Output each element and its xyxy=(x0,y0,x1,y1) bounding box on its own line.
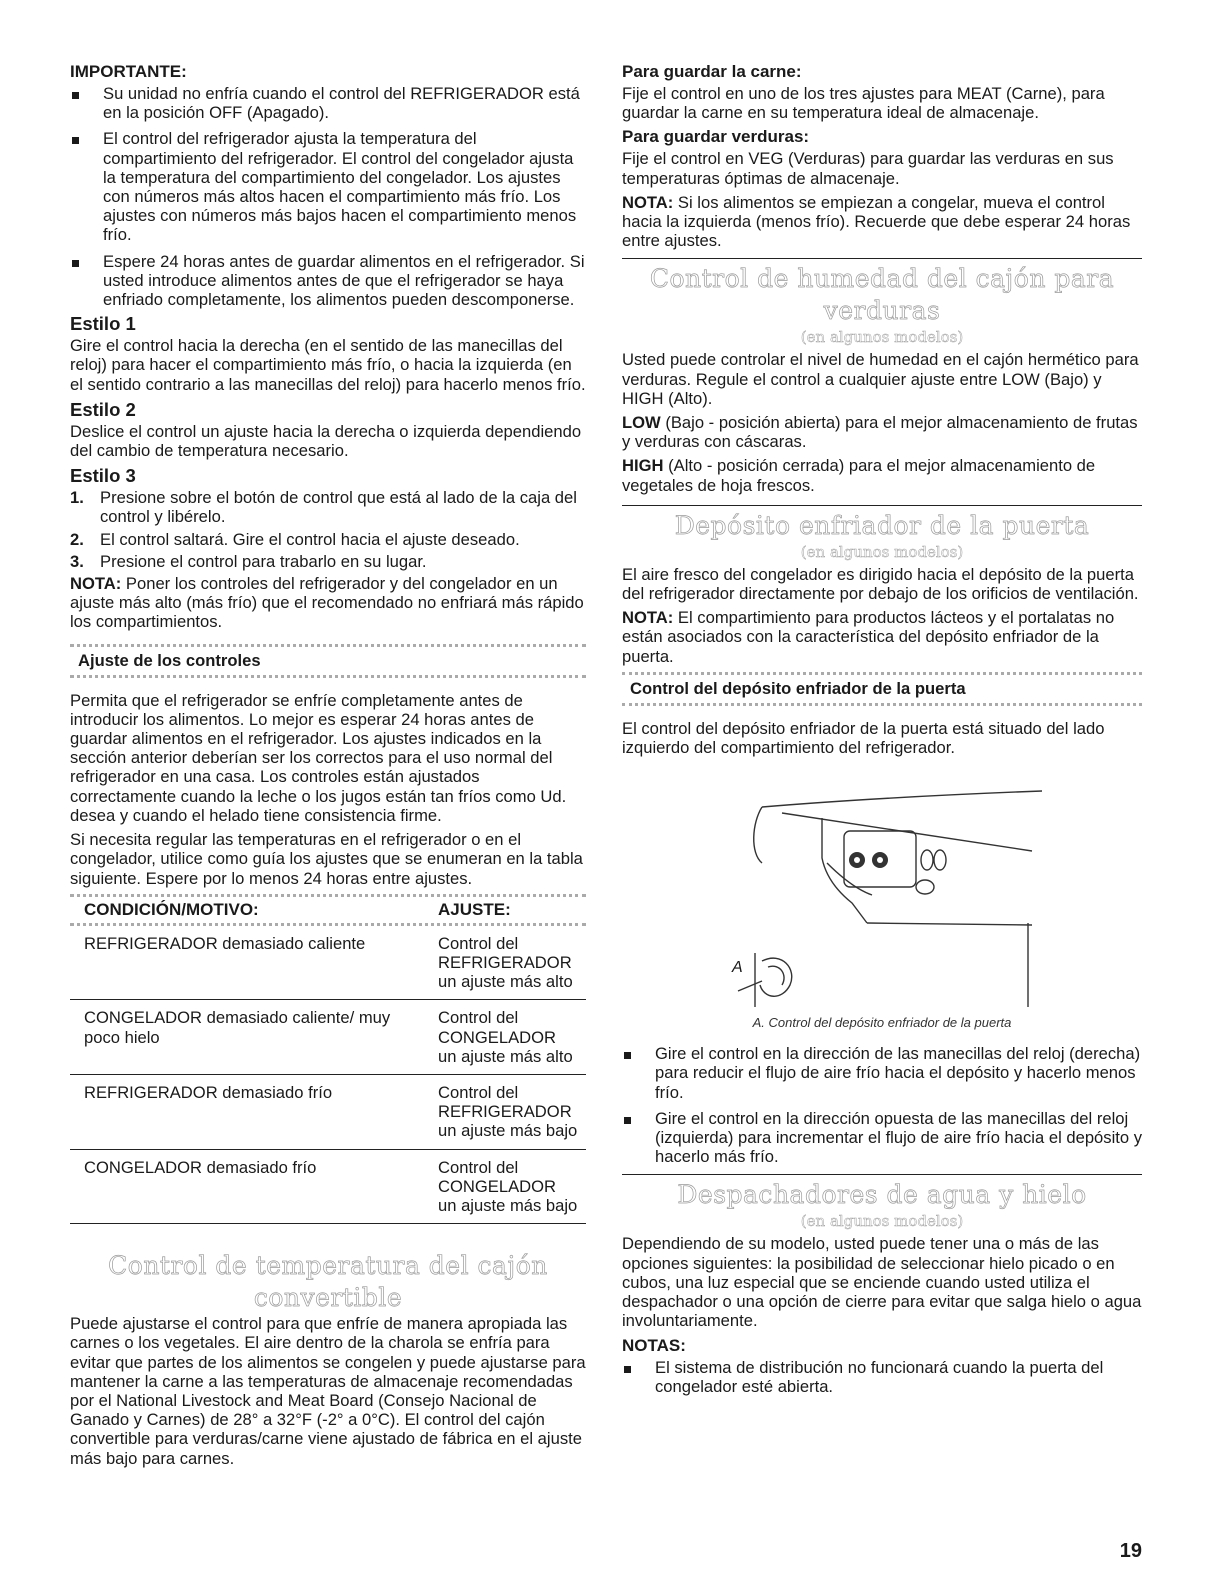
step-number: 1. xyxy=(70,488,84,508)
deposito-paragraph: El aire fresco del congelador es dirigido hacia el depósito de la puerta del refrigerador directamente por debajo de los orificios de ventilación. xyxy=(622,564,1139,604)
table-header-adjustment: AJUSTE: xyxy=(438,899,511,919)
step-text: Presione el control para trabarlo en su lugar. xyxy=(100,551,427,571)
note-text: El compartimiento para productos lácteos y el portalatas no están asociados con la característica del depósito enfriador de la puerta. xyxy=(622,608,1115,666)
table-cell: Control del CONGELADOR un ajuste más alto xyxy=(424,1000,586,1075)
notas-list xyxy=(622,1358,1142,1396)
note-text: Si los alimentos se empiezan a congelar, mueva el control hacia la izquierda (menos frío). Recuerde que debe esperar 24 horas entre ajustes. xyxy=(622,192,1131,251)
humedad-subheading: (en algunos modelos) xyxy=(800,328,964,347)
deposito-section-header xyxy=(622,506,1142,562)
right-column xyxy=(622,62,1142,1403)
dotted-divider xyxy=(622,703,1142,706)
control-deposito-heading: Control del depósito enfriador de la puerta xyxy=(630,678,966,698)
list-item xyxy=(70,552,586,571)
low-label: LOW xyxy=(622,413,661,433)
table-row xyxy=(70,1000,586,1075)
step-number: 2. xyxy=(70,529,84,549)
humedad-paragraph: Usted puede controlar el nivel de humedad en el cajón hermético para verduras. Regule el control a cualquier ajuste entre LOW (Bajo) y HIGH (Alto). xyxy=(622,350,1139,408)
table-cell: Control del REFRIGERADOR un ajuste más alto xyxy=(424,926,586,1000)
table-header-condition: CONDICIÓN/MOTIVO: xyxy=(84,899,259,919)
estilo1-heading: Estilo 1 xyxy=(70,313,136,335)
table-row xyxy=(70,1149,586,1224)
deposito-note xyxy=(622,608,1142,666)
carne-text: Fije el control en uno de los tres ajustes para MEAT (Carne), para guardar la carne en su temperatura ideal de almacenaje. xyxy=(622,84,1105,123)
importante-heading: IMPORTANTE: xyxy=(70,62,187,81)
estilo2-text: Deslice el control un ajuste hacia la derecha o izquierda dependiendo del cambio de temperatura necesario. xyxy=(70,421,582,461)
ajuste-paragraph-1: Permita que el refrigerador se enfríe completamente antes de introducir los alimentos. Lo mejor es esperar 24 horas antes de guardar alimentos en el refrigerador. Los ajustes indicados en la sección anterior deberían ser los correctos para el uso normal del refrigerador en una casa. Los controles están ajustados correctamente cuando la leche o los jugos están tan fríos como Ud. desea y cuando el helado tiene consistencia firme. xyxy=(70,690,567,825)
convertible-heading: Control de temperatura del cajón convertible xyxy=(108,1251,548,1313)
table-cell: CONGELADOR demasiado frío xyxy=(70,1149,424,1224)
convertible-section-header xyxy=(70,1246,586,1314)
conditions-table xyxy=(70,897,586,1224)
ajuste-heading: Ajuste de los controles xyxy=(78,650,261,670)
importante-list xyxy=(70,84,586,309)
note-label: NOTA: xyxy=(622,608,674,628)
table-cell: CONGELADOR demasiado caliente/ muy poco hielo xyxy=(70,1000,424,1075)
list-item: El sistema de distribución no funcionará cuando la puerta del congelador esté abierta. xyxy=(622,1358,1142,1396)
figure-caption: A. Control del depósito enfriador de la puerta xyxy=(752,1015,1012,1031)
figure-label-a: A xyxy=(732,959,743,977)
step-text: El control saltará. Gire el control hacia el ajuste deseado. xyxy=(100,529,520,549)
despachadores-heading: Despachadores de agua y hielo xyxy=(677,1180,1087,1210)
table-cell: REFRIGERADOR demasiado caliente xyxy=(70,926,424,1000)
carne-heading: Para guardar la carne: xyxy=(622,62,802,81)
note-label: NOTA: xyxy=(622,192,674,212)
step-number: 3. xyxy=(70,551,84,571)
estilo3-note xyxy=(70,574,586,632)
humedad-heading: Control de humedad del cajón para verduras xyxy=(649,264,1115,326)
deposito-subheading: (en algunos modelos) xyxy=(800,542,964,561)
low-text: (Bajo - posición abierta) para el mejor almacenamiento de frutas y verduras con cáscaras. xyxy=(622,413,1138,452)
list-item: Espere 24 horas antes de guardar alimentos en el refrigerador. Si usted introduce alimentos antes de que el refrigerador se haya enfriado completamente, los alimentos pueden descomponerse. xyxy=(70,252,586,310)
note-text: Poner los controles del refrigerador y del congelador en un ajuste más alto (más frío) que el recomendado no enfriará más rápido los compartimientos. xyxy=(70,574,584,632)
table-row xyxy=(70,1074,586,1149)
humedad-section-header xyxy=(622,259,1142,347)
notas-heading: NOTAS: xyxy=(622,1335,686,1355)
verduras-heading: Para guardar verduras: xyxy=(622,127,810,147)
despachadores-subheading: (en algunos modelos) xyxy=(800,1212,964,1231)
list-item: Su unidad no enfría cuando el control del REFRIGERADOR está en la posición OFF (Apagado). xyxy=(70,84,586,122)
step-text: Presione sobre el botón de control que está al lado de la caja del control y libérelo. xyxy=(100,488,577,527)
verduras-note xyxy=(622,193,1142,251)
table-cell: REFRIGERADOR demasiado frío xyxy=(70,1074,424,1149)
table-cell: Control del CONGELADOR un ajuste más bajo xyxy=(424,1149,586,1224)
list-item: Gire el control en la dirección de las manecillas del reloj (derecha) para reducir el flujo de aire frío hacia el depósito y hacerlo menos frío. xyxy=(622,1044,1142,1102)
list-item: El control del refrigerador ajusta la temperatura del compartimiento del refrigerador. El control del congelador ajusta la temperatura del compartimiento del congelador. Los ajustes con números más altos hacen el compartimiento más frío. Los ajustes con números más bajos hacen el compartimiento menos frío. xyxy=(70,129,586,244)
control-deposito-list xyxy=(622,1044,1142,1166)
despachadores-section-header xyxy=(622,1175,1142,1231)
estilo3-heading: Estilo 3 xyxy=(70,465,136,487)
high-label: HIGH xyxy=(622,456,664,476)
note-label: NOTA: xyxy=(70,574,122,594)
dotted-divider xyxy=(70,675,586,678)
list-item xyxy=(70,530,586,549)
table-row xyxy=(70,926,586,1000)
list-item: Gire el control en la dirección opuesta de las manecillas del reloj (izquierda) para incrementar el flujo de aire frío hacia el depósito y hacerlo más frío. xyxy=(622,1109,1142,1167)
deposito-heading: Depósito enfriador de la puerta xyxy=(674,510,1090,540)
door-bin-control-figure xyxy=(622,763,1142,1007)
door-bin-control-illustration xyxy=(622,763,1142,1007)
page-number: 19 xyxy=(1119,1540,1142,1562)
control-deposito-text: El control del depósito enfriador de la puerta está situado del lado izquierdo del compartimiento del refrigerador. xyxy=(622,718,1105,758)
humedad-high xyxy=(622,456,1142,494)
estilo2-heading: Estilo 2 xyxy=(70,398,136,420)
left-column xyxy=(70,62,586,1473)
verduras-text: Fije el control en VEG (Verduras) para guardar las verduras en sus temperaturas óptimas de almacenaje. xyxy=(622,149,1114,188)
estilo1-text: Gire el control hacia la derecha (en el sentido de las manecillas del reloj) para hacer el compartimiento más frío, o hacia la izquierda (en el sentido contrario a las manecillas del reloj) para hacerlo menos frío. xyxy=(70,336,586,394)
estilo3-steps xyxy=(70,488,586,571)
humedad-low xyxy=(622,413,1142,451)
table-cell: Control del REFRIGERADOR un ajuste más bajo xyxy=(424,1074,586,1149)
convertible-text: Puede ajustarse el control para que enfríe de manera apropiada las carnes o los vegetales. El aire dentro de la charola se enfría para evitar que partes de los alimentos se congelen y puede ajustarse para mantener la carne a las temperaturas de almacenaje recomendadas por el National Livestock and Meat Board (Consejo Nacional de Ganado y Carnes) de 28° a 32°F (-2° a 0°C). El control del cajón convertible para verduras/carne viene ajustado de fábrica en el ajuste más bajo para carnes. xyxy=(70,1314,586,1468)
despachadores-text: Dependiendo de su modelo, usted puede tener una o más de las opciones siguientes: la posibilidad de seleccionar hielo picado o en cubos, una luz especial que se enciende cuando usted utiliza el despachador o una opción de cierre para evitar que salga hielo o agua involuntariamente. xyxy=(622,1234,1142,1331)
high-text: (Alto - posición cerrada) para el mejor almacenamiento de vegetales de hoja frescos. xyxy=(622,456,1096,495)
list-item xyxy=(70,488,586,526)
ajuste-paragraph-2: Si necesita regular las temperaturas en el refrigerador o en el congelador, utilice como guía los ajustes que se enumeran en la tabla siguiente. Espere por lo menos 24 horas entre ajustes. xyxy=(70,830,583,888)
